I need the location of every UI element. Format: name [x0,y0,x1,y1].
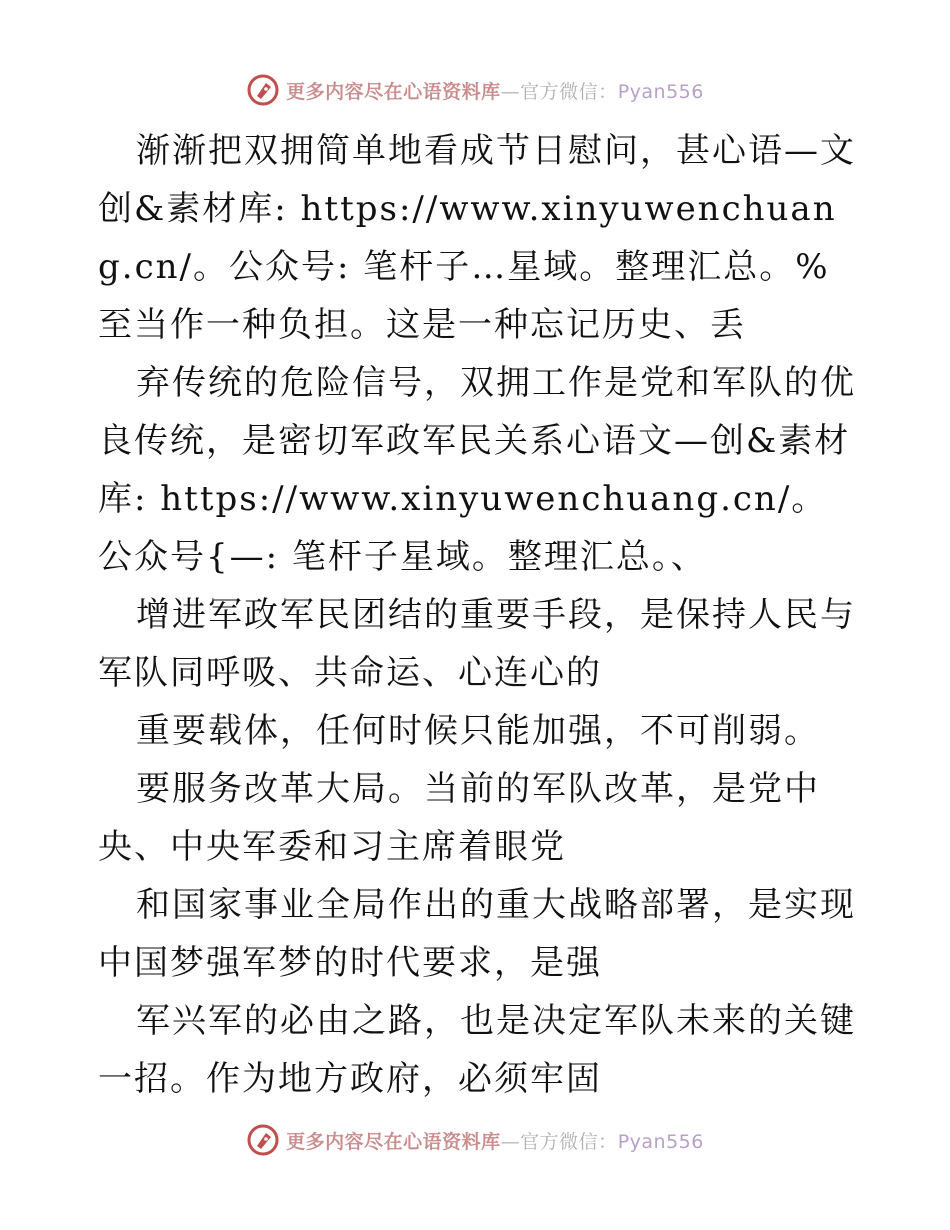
paragraph-1: 渐渐把双拥简单地看成节日慰问，甚心语—文创&素材库: https://www.xinyuwenchuang.cn/。公众号: 笔杆子…星域。整理汇总。%至当作一种负担。这是一种忘记历史、丢 [98,131,856,345]
footer-watermark [0,1120,950,1160]
watermark-wechat-id: Pyan556 [617,80,704,103]
pen-nib-logo-icon [246,73,280,107]
footer-watermark-inner [246,1123,704,1157]
watermark-label: 官方微信： [520,1130,618,1153]
pen-nib-logo-icon [246,1123,280,1157]
watermark-site-text: 更多内容尽在心语资料库 [286,1130,501,1153]
paragraph-6: 和国家事业全局作出的重大战略部署，是实现中国梦强军梦的时代要求，是强 [98,885,856,983]
paragraph-4: 重要载体，任何时候只能加强，不可削弱。 [136,711,820,751]
watermark-dash: — [500,1130,521,1153]
watermark-site-text: 更多内容尽在心语资料库 [286,80,501,103]
paragraph-7: 军兴军的必由之路，也是决定军队未来的关键一招。作为地方政府，必须牢固 [98,1001,856,1099]
footer-watermark-text [286,1127,704,1154]
paragraph-3: 增进军政军民团结的重要手段，是保持人民与军队同呼吸、共命运、心连心的 [98,595,856,693]
watermark-label: 官方微信： [520,80,618,103]
paragraph-2: 弃传统的危险信号，双拥工作是党和军队的优良传统，是密切军政军民关系心语文—创&素材库: https://www.xinyuwenchuang.cn/。公众号{—: 笔杆子星域。整理汇总。、 [98,363,856,577]
header-watermark-text [286,77,704,104]
paragraph-5: 要服务改革大局。当前的军队改革，是党中央、中央军委和习主席着眼党 [98,769,820,867]
document-body [98,122,858,1108]
watermark-wechat-id: Pyan556 [617,1130,704,1153]
header-watermark-inner [246,73,704,107]
header-watermark [0,70,950,110]
watermark-dash: — [500,80,521,103]
